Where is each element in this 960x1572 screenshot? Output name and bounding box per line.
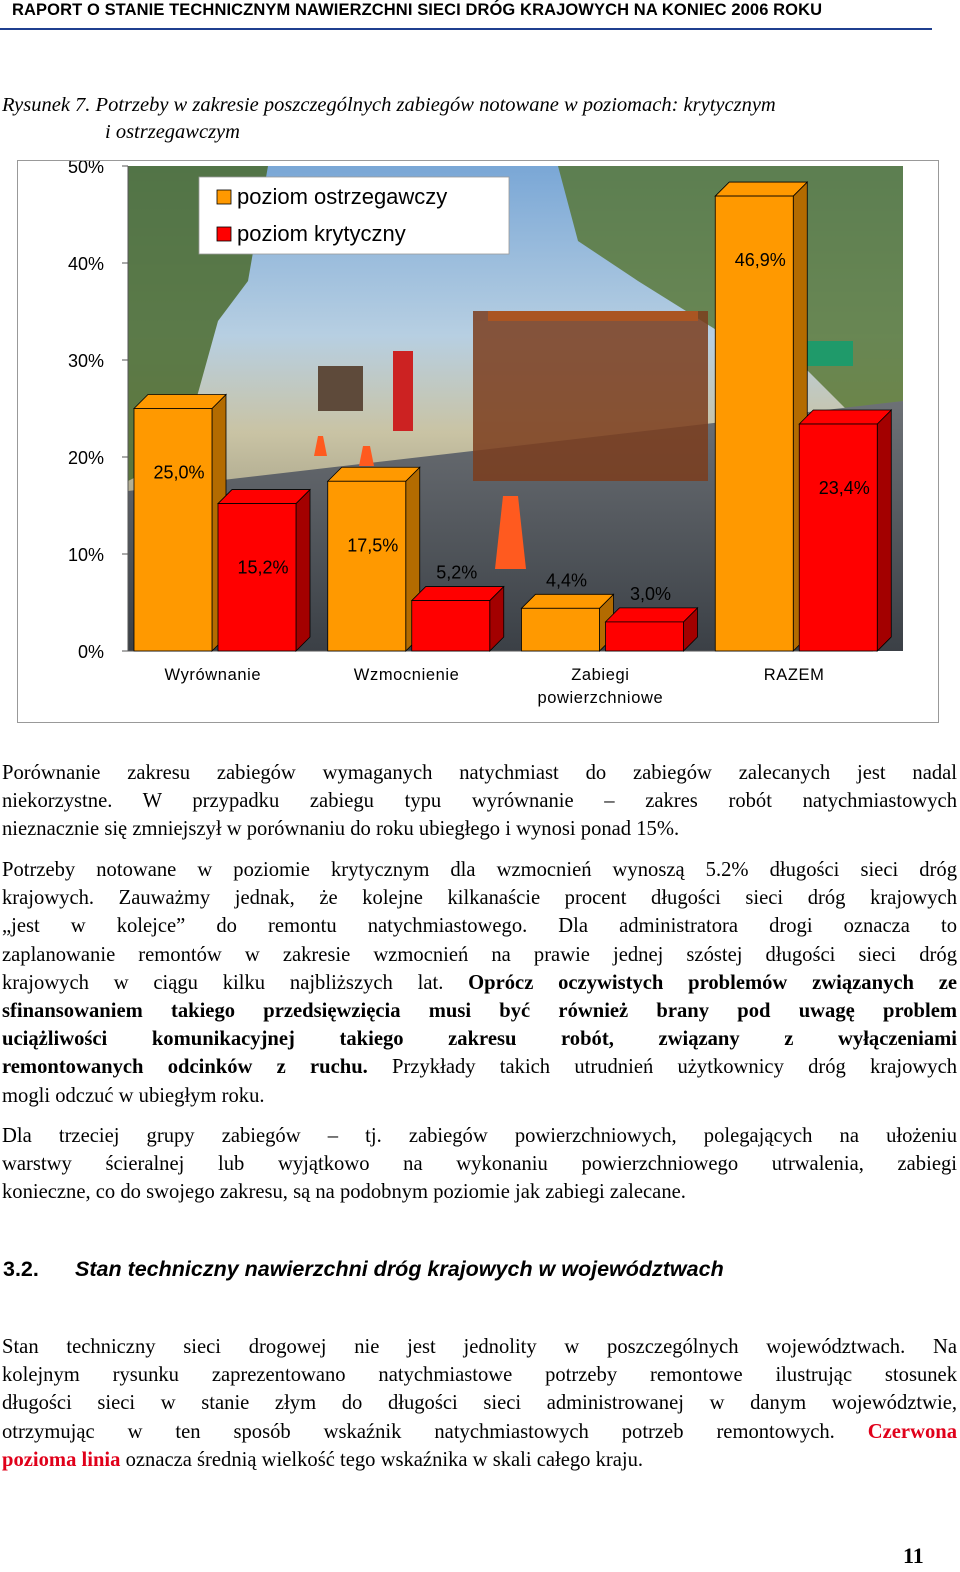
y-tick-label: 10% <box>67 545 104 565</box>
p4-line-2: kolejnym rysunku zaprezentowano natychmiastowe potrzeby remontowe ilustrując stosunek <box>2 1364 957 1387</box>
legend-label-critical: poziom krytyczny <box>237 221 406 246</box>
bar <box>606 622 684 651</box>
p2-line-1: Potrzeby notowane w poziomie krytycznym dla wzmocnień wynoszą 5.2% długości sieci dróg <box>2 859 957 881</box>
bar-chart <box>18 161 938 722</box>
p4-line-3: długości sieci w stanie złym do długości sieci administrowanej w danym województwie, <box>2 1392 957 1415</box>
category-label: powierzchniowe <box>537 689 664 707</box>
bar <box>328 481 406 651</box>
chart-legend <box>199 177 509 254</box>
p1-line-1: Porównanie zakresu zabiegów wymaganych natychmiast do zabiegów zalecanych jest nadal <box>2 762 957 784</box>
bar-top <box>412 587 504 601</box>
p2-line-8a: remontowanych odcinków z ruchu. <box>2 1056 368 1079</box>
p2-line-6: sfinansowaniem takiego przedsięwzięcia musi być również brany pod uwagę problem <box>2 1000 957 1023</box>
p2-line-5 <box>2 969 957 997</box>
caption-line-2: i ostrzegawczym <box>105 121 240 143</box>
bar <box>134 409 212 652</box>
bar-top <box>606 608 698 622</box>
legend-swatch-warning <box>217 190 231 204</box>
p3-line-1: Dla trzeciej grupy zabiegów – tj. zabiegów powierzchniowych, polegających na ułożeniu <box>2 1125 957 1147</box>
bar-top <box>134 395 226 409</box>
p2-line-2: krajowych. Zauważmy jednak, że kolejne kilkanaście procent długości sieci dróg krajowych <box>2 887 957 910</box>
y-tick-label: 20% <box>67 448 104 468</box>
p4-line-5 <box>2 1449 643 1471</box>
page-number: 11 <box>903 1543 924 1568</box>
bar-value-label: 4,4% <box>545 570 588 591</box>
bar-value-label: 25,0% <box>153 462 205 483</box>
p4-line-4b: Czerwona <box>867 1420 957 1443</box>
bar-top <box>328 467 420 481</box>
category-label: RAZEM <box>763 666 825 684</box>
bar-side <box>296 490 310 651</box>
bar <box>412 601 490 651</box>
y-tick-label: 50% <box>67 161 104 177</box>
bar-top <box>218 490 310 504</box>
bar-top <box>799 410 891 424</box>
p3-line-3: konieczne, co do swojego zakresu, są na podobnym poziomie jak zabiegi zalecane. <box>2 1181 686 1204</box>
bar <box>522 608 600 651</box>
p1-line-3: nieznacznie się zmniejszył w porównaniu do roku ubiegłego i wynosi ponad 15%. <box>2 818 680 841</box>
category-label: Zabiegi <box>571 666 630 684</box>
p2-line-8b: Przykłady takich utrudnień użytkownicy dróg krajowych <box>367 1056 958 1079</box>
bar-value-label: 3,0% <box>629 583 672 604</box>
section-number: 3.2. <box>3 1257 39 1281</box>
p4-line-5b: oznacza średnią wielkość tego wskaźnika w skali całego kraju. <box>120 1448 644 1471</box>
header-title: RAPORT O STANIE TECHNICZNYM NAWIERZCHNI SIECI DRÓG KRAJOWYCH NA KONIEC 2006 ROKU <box>12 1 823 19</box>
bar-top <box>715 182 807 196</box>
legend-swatch-critical <box>217 227 231 241</box>
p4-line-4a: otrzymując w ten sposób wskaźnik natychmiastowych potrzeb remontowych. <box>2 1420 868 1443</box>
page-header <box>0 0 932 30</box>
bar-value-label: 5,2% <box>436 562 478 583</box>
bar-value-label: 15,2% <box>237 557 289 578</box>
bar-value-label: 17,5% <box>347 535 399 556</box>
p2-line-5a: krajowych w ciągu kilku najbliższych lat. <box>2 971 469 994</box>
section-heading <box>3 1257 724 1282</box>
bar-value-label: 23,4% <box>818 478 870 499</box>
bar-top <box>522 594 614 608</box>
paragraph-2 <box>2 856 957 1110</box>
paragraph-1 <box>2 759 957 844</box>
p4-line-4 <box>2 1418 957 1446</box>
bar-side <box>877 410 891 651</box>
p4-line-1: Stan techniczny sieci drogowej nie jest jednolity w poszczególnych województwach. Na <box>2 1336 957 1358</box>
p2-line-9: mogli odczuć w ubiegłym roku. <box>2 1084 265 1107</box>
bar-value-label: 46,9% <box>734 250 786 271</box>
p2-line-3: „jest w kolejce” do remontu natychmiastowego. Dla administratora drogi oznacza to <box>2 915 957 938</box>
paragraph-4 <box>2 1333 957 1474</box>
figure-caption <box>2 92 902 146</box>
p2-line-8 <box>2 1053 957 1081</box>
p3-line-2: warstwy ścieralnej lub wyjątkowo na wykonaniu powierzchniowego utrwalenia, zabiegi <box>2 1153 957 1176</box>
y-tick-label: 0% <box>77 642 104 662</box>
category-label: Wzmocnienie <box>353 666 460 684</box>
p4-line-5a: pozioma linia <box>2 1448 121 1471</box>
p2-line-7: uciążliwości komunikacyjnej takiego zakresu robót, związany z wyłączeniami <box>2 1028 957 1051</box>
chart-frame <box>17 160 939 723</box>
category-label: Wyrównanie <box>164 666 262 684</box>
p2-line-4: zaplanowanie remontów w zakresie wzmocnień na prawie jednej szóstej długości sieci dróg <box>2 943 957 966</box>
y-tick-label: 40% <box>67 254 104 274</box>
legend-label-warning: poziom ostrzegawczy <box>237 184 448 209</box>
y-tick-label: 30% <box>67 351 104 371</box>
paragraph-3 <box>2 1122 957 1207</box>
caption-line-1: Rysunek 7. Potrzeby w zakresie poszczególnych zabiegów notowane w poziomach: krytycznym <box>2 94 776 116</box>
bar <box>799 424 877 651</box>
p2-line-5b: Oprócz oczywistych problemów związanych ze <box>468 971 957 994</box>
p1-line-2: niekorzystne. W przypadku zabiegu typu wyrównanie – zakres robót natychmiastowych <box>2 790 957 813</box>
section-title: Stan techniczny nawierzchni dróg krajowych w województwach <box>75 1257 724 1281</box>
